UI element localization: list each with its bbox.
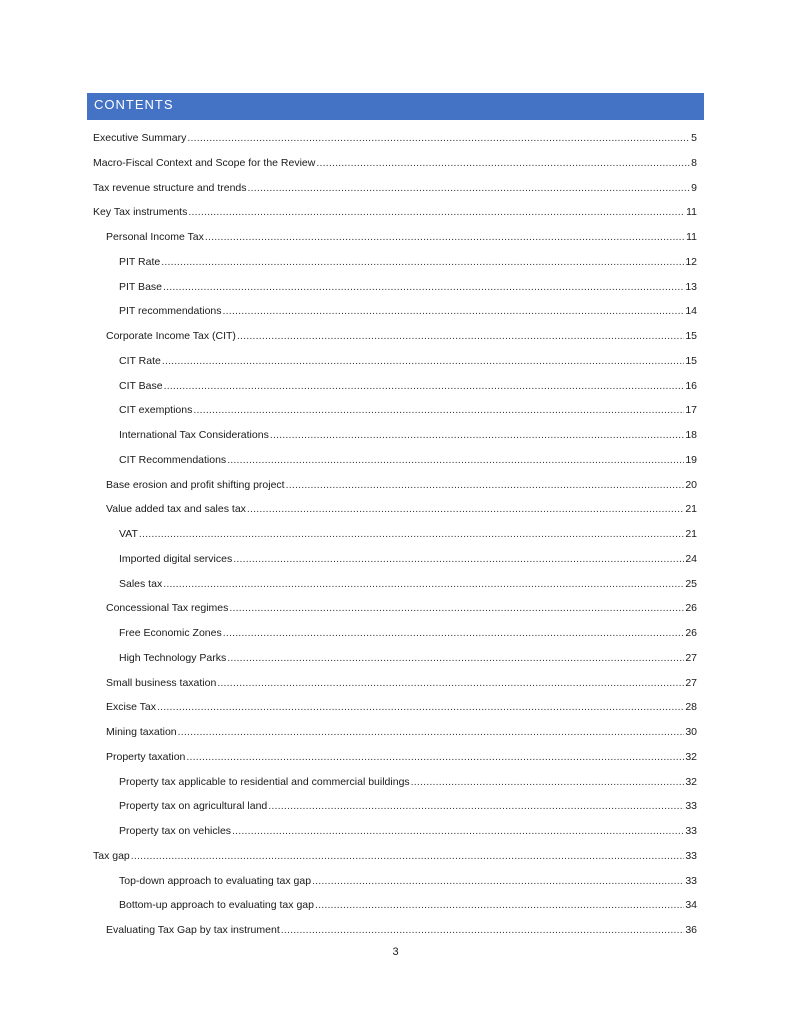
toc-entry[interactable] [119, 575, 697, 591]
toc-dot-leader [178, 725, 685, 739]
toc-entry[interactable] [119, 525, 697, 541]
toc-entry[interactable] [106, 723, 697, 739]
toc-entry[interactable] [93, 847, 697, 863]
toc-dot-leader [286, 478, 685, 492]
toc-dot-leader [164, 379, 685, 393]
toc-entry-page: 36 [685, 924, 697, 936]
toc-dot-leader [223, 626, 685, 640]
toc-entry-page: 12 [685, 255, 697, 268]
toc-entry-page: 32 [685, 750, 697, 763]
contents-heading: CONTENTS [87, 93, 704, 120]
toc-dot-leader [248, 181, 691, 195]
toc-entry[interactable] [119, 426, 697, 442]
toc-dot-leader [229, 601, 684, 615]
toc-entry-page: 21 [685, 528, 697, 540]
toc-dot-leader [223, 304, 685, 318]
toc-entry[interactable] [106, 500, 697, 516]
toc-entry-page: 33 [685, 849, 697, 862]
toc-entry-label: Key Tax instruments [93, 206, 188, 219]
toc-dot-leader [227, 453, 684, 467]
toc-dot-leader [162, 354, 684, 368]
toc-entry-page: 30 [685, 726, 697, 738]
toc-entry-page: 28 [685, 701, 697, 714]
toc-entry-page: 18 [685, 429, 697, 441]
toc-dot-leader [205, 230, 685, 244]
toc-entry[interactable] [106, 228, 697, 244]
toc-entry[interactable] [119, 797, 697, 813]
toc-entry-label: Personal Income Tax [106, 231, 204, 243]
toc-entry[interactable] [106, 921, 697, 937]
toc-entry-page: 33 [685, 800, 697, 813]
toc-dot-leader [131, 849, 685, 863]
toc-entry-label: Sales tax [119, 577, 163, 590]
toc-entry-page: 33 [685, 825, 697, 837]
toc-entry-page: 25 [685, 577, 697, 590]
toc-dot-leader [163, 280, 684, 294]
toc-entry[interactable] [93, 154, 697, 170]
toc-entry-label: CIT Recommendations [119, 453, 227, 466]
toc-entry[interactable] [106, 599, 697, 615]
toc-entry[interactable] [119, 550, 697, 566]
toc-entry-label: Property tax on vehicles [119, 825, 232, 837]
toc-entry-page: 33 [685, 874, 697, 887]
toc-dot-leader [315, 898, 684, 912]
toc-dot-leader [186, 750, 684, 764]
toc-entry-page: 34 [685, 899, 697, 912]
toc-dot-leader [232, 824, 684, 838]
toc-entry[interactable] [106, 327, 697, 343]
toc-entry-page: 15 [685, 330, 697, 342]
toc-entry[interactable] [119, 896, 697, 912]
toc-entry[interactable] [119, 377, 697, 393]
toc-dot-leader [411, 775, 685, 789]
toc-dot-leader [163, 577, 684, 591]
toc-entry-page: 27 [685, 651, 697, 664]
toc-entry[interactable] [93, 179, 697, 195]
toc-entry-page: 13 [685, 280, 697, 293]
toc-dot-leader [281, 923, 685, 937]
toc-entry-label: Mining taxation [106, 726, 177, 738]
toc-entry-label: Imported digital services [119, 552, 233, 565]
toc-entry[interactable] [106, 674, 697, 690]
toc-entry-page: 11 [686, 206, 697, 219]
toc-dot-leader [193, 403, 684, 417]
toc-entry[interactable] [93, 203, 697, 219]
toc-entry-label: Concessional Tax regimes [106, 602, 229, 615]
toc-entry-label: Small business taxation [106, 676, 217, 689]
toc-entry-page: 32 [685, 775, 697, 788]
toc-dot-leader [237, 329, 684, 343]
toc-entry[interactable] [119, 302, 697, 318]
toc-entry-label: CIT exemptions [119, 404, 193, 417]
toc-entry-label: International Tax Considerations [119, 429, 269, 441]
toc-entry[interactable] [119, 872, 697, 888]
toc-entry-page: 15 [685, 354, 697, 367]
toc-entry-page: 17 [685, 404, 697, 417]
toc-entry-page: 5 [691, 132, 697, 144]
toc-entry[interactable] [106, 476, 697, 492]
toc-entry-page: 16 [685, 379, 697, 392]
toc-entry-page: 11 [686, 231, 697, 243]
toc-entry-label: Excise Tax [106, 701, 156, 714]
toc-entry-label: Tax revenue structure and trends [93, 181, 247, 194]
toc-entry-label: PIT Base [119, 280, 162, 293]
toc-entry-label: Evaluating Tax Gap by tax instrument [106, 924, 280, 936]
toc-entry-label: VAT [119, 528, 138, 540]
toc-entry-page: 26 [685, 627, 697, 639]
toc-entry-label: PIT recommendations [119, 305, 222, 318]
toc-entry-page: 19 [685, 453, 697, 466]
toc-entry[interactable] [119, 773, 697, 789]
toc-entry-page: 14 [685, 305, 697, 318]
toc-entry[interactable] [119, 401, 697, 417]
toc-entry-label: CIT Rate [119, 354, 161, 367]
toc-entry-page: 8 [691, 156, 697, 169]
toc-entry-label: High Technology Parks [119, 651, 227, 664]
toc-dot-leader [188, 205, 685, 219]
toc-entry[interactable] [93, 129, 697, 145]
toc-entry-page: 21 [685, 503, 697, 516]
toc-entry-page: 26 [685, 602, 697, 615]
toc-dot-leader [227, 651, 684, 665]
toc-dot-leader [312, 874, 684, 888]
toc-dot-leader [161, 255, 684, 269]
toc-entry[interactable] [119, 253, 697, 269]
toc-entry-label: Property taxation [106, 750, 186, 763]
toc-entry-label: Corporate Income Tax (CIT) [106, 330, 236, 342]
toc-entry[interactable] [119, 451, 697, 467]
toc-entry[interactable] [119, 624, 697, 640]
toc-entry-page: 24 [685, 552, 697, 565]
toc-entry[interactable] [106, 698, 697, 714]
toc-entry-page: 27 [685, 676, 697, 689]
toc-entry-label: Executive Summary [93, 132, 187, 144]
toc-entry-label: Value added tax and sales tax [106, 503, 246, 516]
toc-entry-label: Tax gap [93, 849, 130, 862]
page-number: 3 [392, 946, 399, 958]
toc-entry[interactable] [119, 278, 697, 294]
toc-entry[interactable] [119, 822, 697, 838]
toc-entry-label: Macro-Fiscal Context and Scope for the Review [93, 156, 316, 169]
toc-dot-leader [233, 552, 684, 566]
toc-dot-leader [270, 428, 684, 442]
toc-dot-leader [157, 700, 684, 714]
toc-entry[interactable] [119, 649, 697, 665]
toc-entry[interactable] [119, 352, 697, 368]
toc-dot-leader [268, 799, 684, 813]
toc-entry-label: CIT Base [119, 379, 163, 392]
toc-dot-leader [139, 527, 684, 541]
toc-dot-leader [247, 502, 684, 516]
toc-entry-label: Bottom-up approach to evaluating tax gap [119, 899, 314, 912]
toc-entry[interactable] [106, 748, 697, 764]
toc-entry-label: Base erosion and profit shifting project [106, 478, 285, 491]
toc-entry-label: Top-down approach to evaluating tax gap [119, 874, 312, 887]
toc-dot-leader [316, 156, 690, 170]
toc-dot-leader [217, 676, 684, 690]
toc-entry-label: PIT Rate [119, 255, 161, 268]
toc-entry-label: Property tax on agricultural land [119, 800, 268, 813]
toc-dot-leader [187, 131, 690, 145]
toc-entry-label: Property tax applicable to residential and commercial buildings [119, 775, 410, 788]
toc-entry-page: 9 [691, 181, 697, 194]
toc-entry-label: Free Economic Zones [119, 627, 222, 639]
toc-entry-page: 20 [685, 478, 697, 491]
